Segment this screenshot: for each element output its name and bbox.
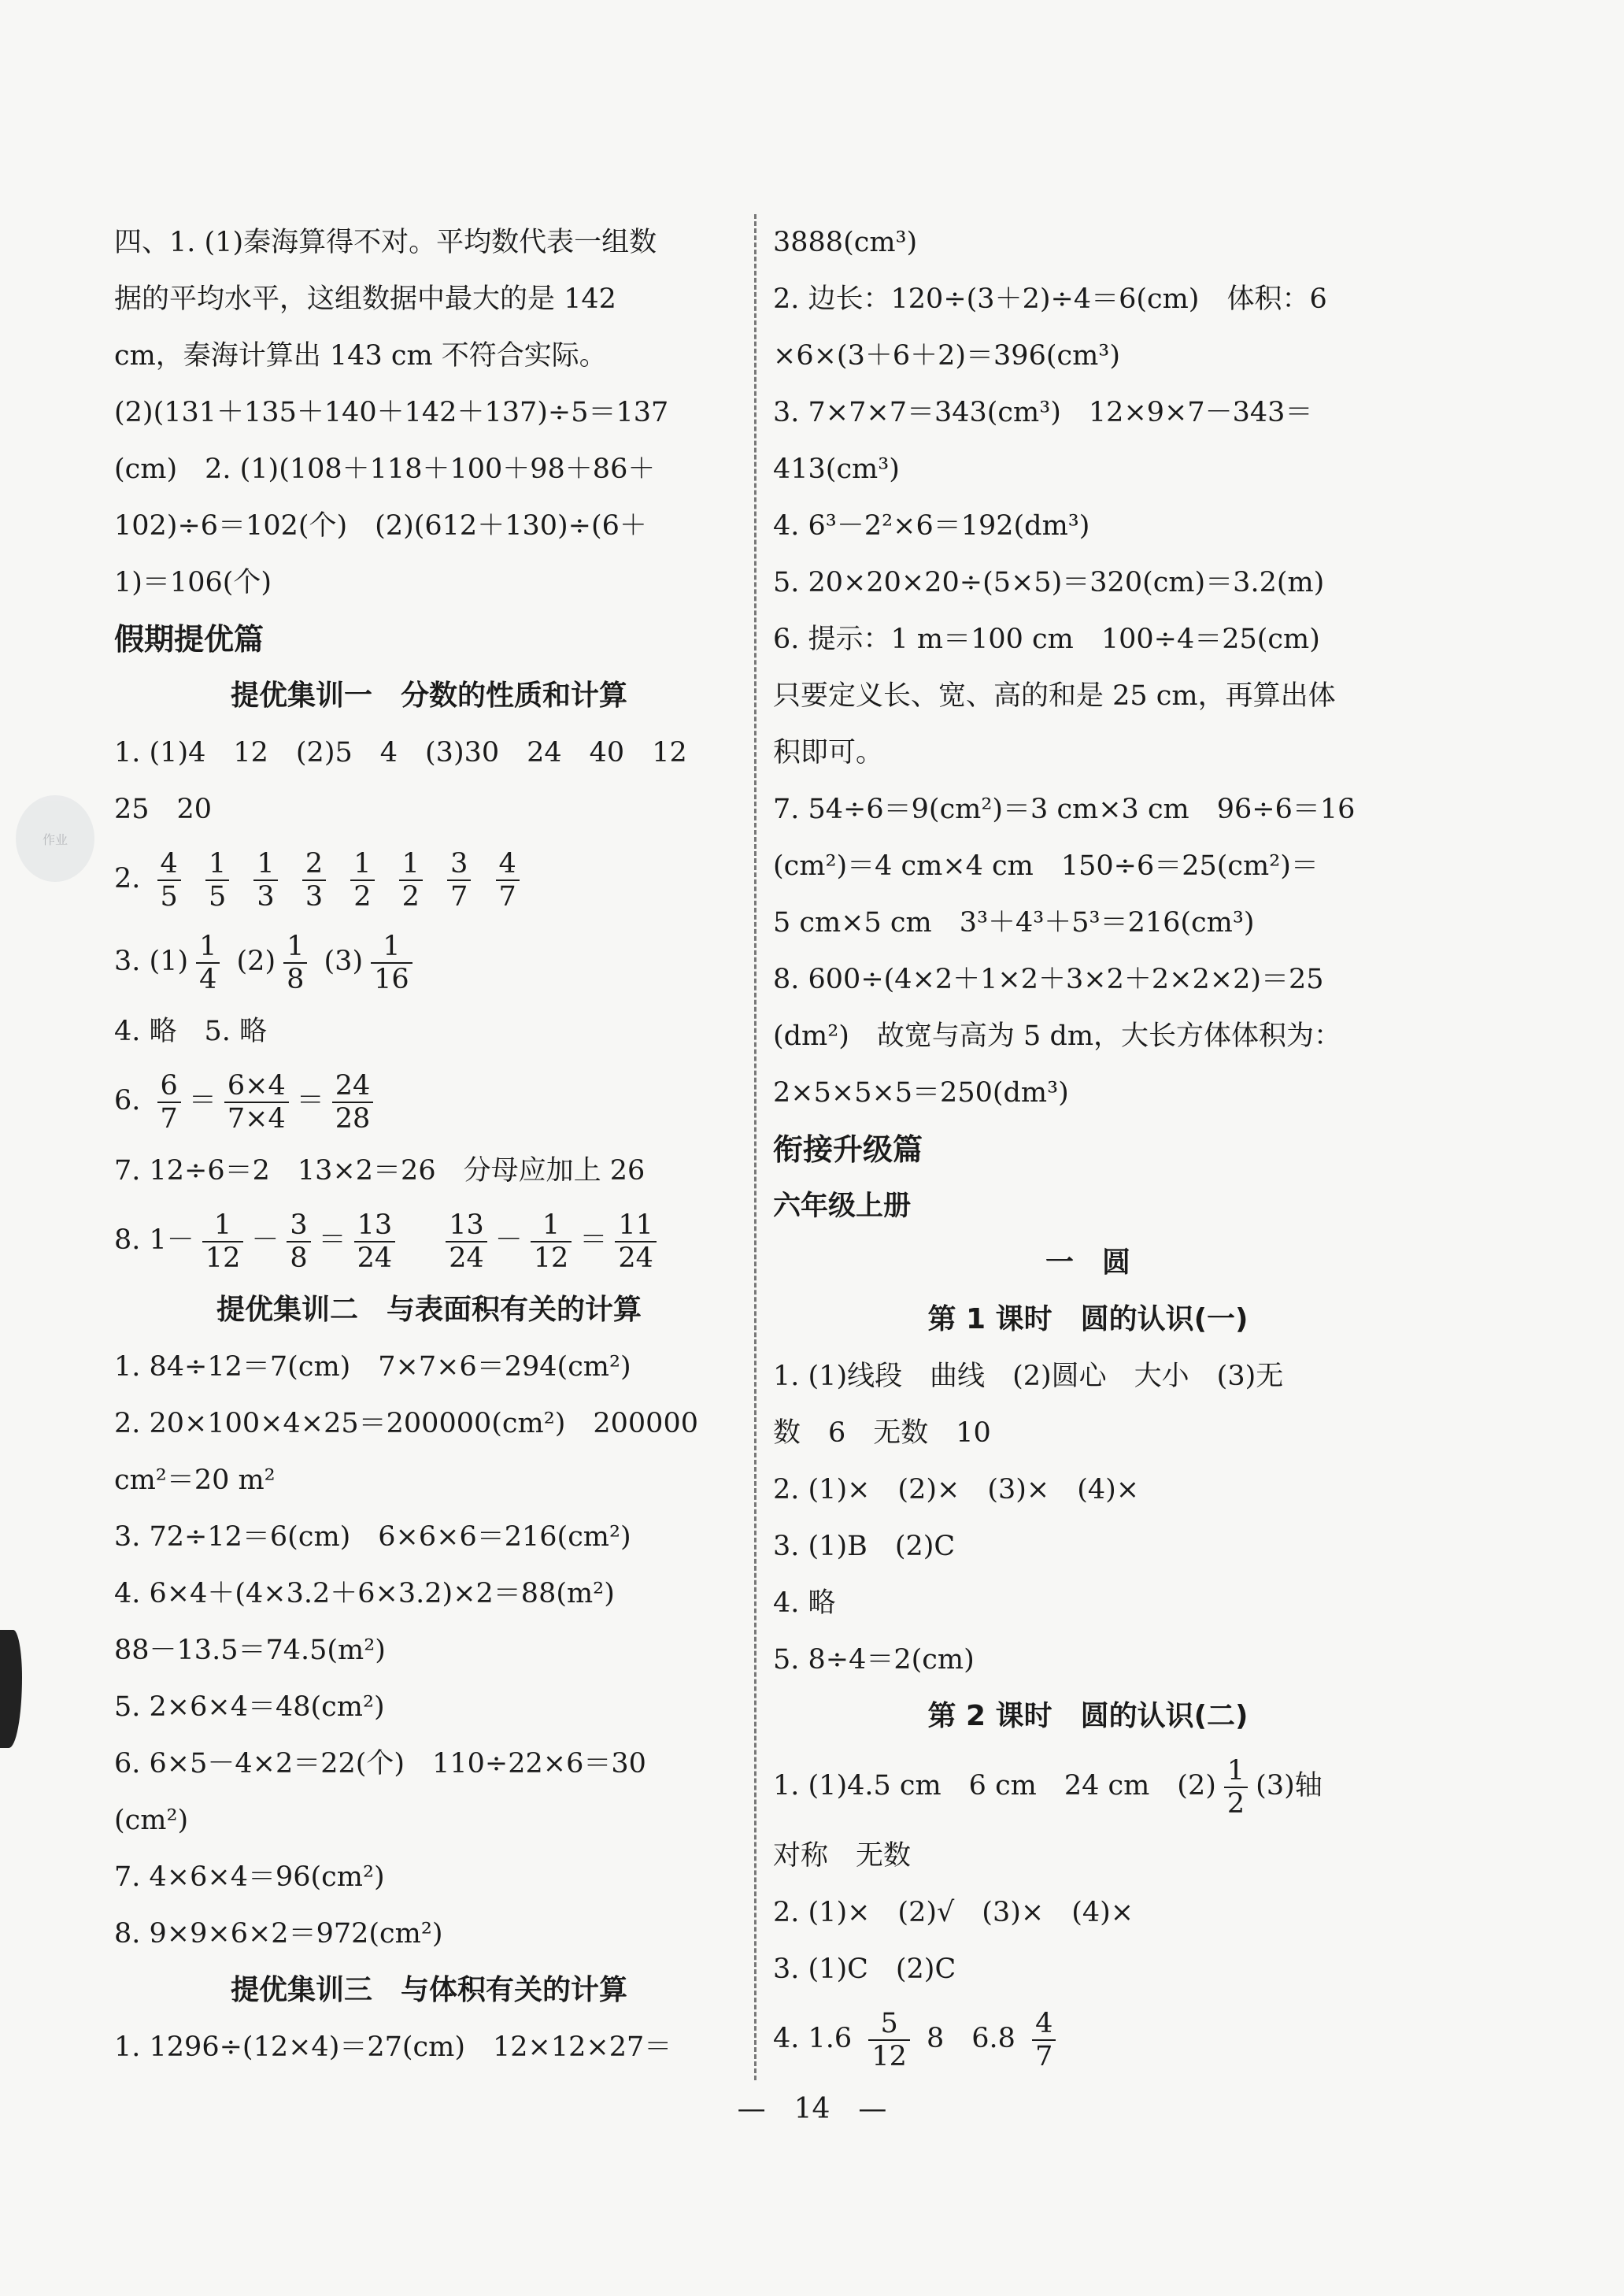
section-heading: 衔接升级篇 <box>773 1132 923 1167</box>
answer-line: 只要定义长、宽、高的和是 25 cm，再算出体 <box>773 680 1336 712</box>
answer-line: 数 6 无数 10 <box>773 1417 991 1449</box>
answer-line: 1. (1)线段 曲线 (2)圆心 大小 (3)无 <box>773 1361 1284 1392</box>
answer-line: 8. 9×9×6×2＝972(cm²) <box>114 1918 443 1950</box>
item-label: 3. (1) <box>114 946 189 977</box>
fraction: $\frac{1}{2}$ <box>350 848 374 913</box>
answer-line: 2. 20×100×4×25＝200000(cm²) 200000 <box>114 1408 698 1439</box>
answer-line: 1. 84÷12＝7(cm) 7×7×6＝294(cm²) <box>114 1351 631 1383</box>
fraction: $\frac{1}{5}$ <box>205 848 229 913</box>
scan-smudge <box>0 1630 22 1748</box>
fraction: $\frac{4}{7}$ <box>1032 2008 1056 2072</box>
answer-line: cm，秦海计算出 143 cm 不符合实际。 <box>114 340 607 372</box>
answer-line-fractions <box>114 920 744 1003</box>
answer-line: 5 cm×5 cm 3³＋4³＋5³＝216(cm³) <box>773 907 1255 939</box>
answer-line-fractions <box>773 1998 1403 2080</box>
answer-line: 2. (1)× (2)× (3)× (4)× <box>773 1474 1140 1505</box>
answer-line: 5. 8÷4＝2(cm) <box>773 1644 975 1676</box>
grade-heading: 六年级上册 <box>773 1191 912 1222</box>
answer-line: (2)(131＋135＋140＋142＋137)÷5＝137 <box>114 397 669 428</box>
right-column <box>773 214 1403 2080</box>
left-column <box>114 214 744 2076</box>
answer-line: 1. 1296÷(12×4)＝27(cm) 12×12×27＝ <box>114 2031 672 2063</box>
answer-line: 4. 6×4＋(4×3.2＋6×3.2)×2＝88(m²) <box>114 1578 615 1609</box>
answer-line: 据的平均水平，这组数据中最大的是 142 <box>114 283 616 315</box>
answer-line: 积即可。 <box>773 737 884 768</box>
fraction: $\frac{3}{7}$ <box>447 848 471 913</box>
answer-line: 4. 略 <box>773 1587 836 1619</box>
answer-line-fractions <box>114 838 744 920</box>
fraction: $\frac{13}{24}$ <box>354 1209 396 1274</box>
answer-line: 6. 6×5－4×2＝22(个) 110÷22×6＝30 <box>114 1748 646 1779</box>
fraction: $\frac{6}{7}$ <box>157 1070 181 1135</box>
section-heading: 假期提优篇 <box>114 622 265 657</box>
fraction: $\frac{6\times 4}{7\times 4}$ <box>224 1070 289 1135</box>
answer-line: 1. (1)4 12 (2)5 4 (3)30 24 40 12 <box>114 737 687 768</box>
answer-line: 1)＝106(个) <box>114 567 272 598</box>
fraction: $\frac{1}{2}$ <box>399 848 423 913</box>
item-label: 4. 1.6 <box>773 2023 853 2054</box>
answer-line: 88－13.5＝74.5(m²) <box>114 1635 386 1666</box>
answer-text: (3)轴 <box>1256 1770 1323 1802</box>
answer-line: 3. (1)C (2)C <box>773 1953 956 1985</box>
fraction: $\frac{4}{5}$ <box>157 848 181 913</box>
page-number: — 14 — <box>737 2093 887 2125</box>
answer-line: 6. 提示：1 m＝100 cm 100÷4＝25(cm) <box>773 624 1320 655</box>
unit-title: 一 圆 <box>1045 1246 1130 1279</box>
fraction: $\frac{4}{7}$ <box>496 848 520 913</box>
answer-line: (cm²)＝4 cm×4 cm 150÷6＝25(cm²)＝ <box>773 850 1319 882</box>
fraction: $\frac{1}{2}$ <box>1224 1755 1248 1820</box>
fraction: $\frac{1}{8}$ <box>283 931 307 995</box>
part-label: (2) <box>236 946 276 977</box>
watermark-stamp <box>16 795 94 882</box>
training-title: 提优集训二 与表面积有关的计算 <box>216 1294 642 1326</box>
stamp-text: 作业 <box>42 831 68 847</box>
answer-line: 2×5×5×5＝250(dm³) <box>773 1077 1069 1109</box>
answer-line: (dm²) 故宽与高为 5 dm，大长方体体积为： <box>773 1020 1342 1052</box>
answer-line: 3. (1)B (2)C <box>773 1531 956 1562</box>
answer-line: 5. 2×6×4＝48(cm²) <box>114 1691 385 1723</box>
fraction: $\frac{1}{3}$ <box>253 848 277 913</box>
fraction: $\frac{5}{12}$ <box>868 2008 910 2072</box>
answer-line: 对称 无数 <box>773 1840 912 1872</box>
fraction: $\frac{2}{3}$ <box>302 848 326 913</box>
training-title: 提优集训一 分数的性质和计算 <box>230 680 627 712</box>
answer-line: ×6×(3＋6＋2)＝396(cm³) <box>773 340 1120 372</box>
answer-line: 7. 54÷6＝9(cm²)＝3 cm×3 cm 96÷6＝16 <box>773 794 1356 825</box>
answer-line: 3. 72÷12＝6(cm) 6×6×6＝216(cm²) <box>114 1521 631 1553</box>
answer-text: 1. (1)4.5 cm 6 cm 24 cm (2) <box>773 1770 1216 1802</box>
answer-text: 8 6.8 <box>927 2023 1015 2054</box>
fraction: $\frac{13}{24}$ <box>446 1209 487 1274</box>
answer-line: (cm²) <box>114 1805 189 1836</box>
answer-line-fractions: 6. $\frac{6}{7}$ ＝ $\frac{6\times 4}{7\times 4}$ ＝ $\frac{24}{28}$ <box>114 1060 744 1142</box>
training-title: 提优集训三 与体积有关的计算 <box>230 1974 627 2006</box>
answer-line: 3. 7×7×7＝343(cm³) 12×9×7－343＝ <box>773 397 1313 428</box>
answer-line: 413(cm³) <box>773 454 900 485</box>
answer-line: 7. 12÷6＝2 13×2＝26 分母应加上 26 <box>114 1155 646 1187</box>
answer-line: 3888(cm³) <box>773 227 918 258</box>
fraction: $\frac{24}{28}$ <box>332 1070 374 1135</box>
answer-line: 2. 边长：120÷(3＋2)÷4＝6(cm) 体积：6 <box>773 283 1327 315</box>
item-label: 2. <box>114 863 141 894</box>
answer-line: 8. 600÷(4×2＋1×2＋3×2＋2×2×2)＝25 <box>773 964 1324 995</box>
item-label: 6. <box>114 1085 141 1117</box>
fraction: $\frac{1}{12}$ <box>202 1209 244 1274</box>
fraction: $\frac{11}{24}$ <box>615 1209 657 1274</box>
item-label: 8. 1－ <box>114 1224 194 1256</box>
answer-line: 4. 6³－2²×6＝192(dm³) <box>773 510 1090 542</box>
answer-line-fractions: 8. 1－ $\frac{1}{12}$ － $\frac{3}{8}$ ＝ $\frac{13}{24}$ $\frac{13}{24}$ － $\frac{1}{12}$ ＝ $\frac{11}{24}$ <box>114 1199 744 1282</box>
fraction: $\frac{3}{8}$ <box>287 1209 310 1274</box>
answer-line: 25 20 <box>114 794 213 825</box>
answer-line: 5. 20×20×20÷(5×5)＝320(cm)＝3.2(m) <box>773 567 1325 598</box>
answer-line-fractions <box>773 1745 1403 1828</box>
answer-line: 四、1. (1)秦海算得不对。平均数代表一组数 <box>114 227 657 258</box>
answer-line: cm²＝20 m² <box>114 1465 276 1496</box>
answer-line: 102)÷6＝102(个) (2)(612＋130)÷(6＋ <box>114 510 647 542</box>
lesson-title: 第 1 课时 圆的认识(一) <box>927 1303 1249 1335</box>
answer-line: 4. 略 5. 略 <box>114 1016 268 1047</box>
part-label: (3) <box>324 946 364 977</box>
answer-line: 7. 4×6×4＝96(cm²) <box>114 1861 385 1893</box>
lesson-title: 第 2 课时 圆的认识(二) <box>927 1700 1249 1732</box>
answer-line: (cm) 2. (1)(108＋118＋100＋98＋86＋ <box>114 454 656 485</box>
column-divider <box>754 214 757 2080</box>
fraction: $\frac{1}{12}$ <box>531 1209 572 1274</box>
fraction: $\frac{1}{4}$ <box>196 931 220 995</box>
fraction: $\frac{1}{16}$ <box>371 931 412 995</box>
answer-line: 2. (1)× (2)√ (3)× (4)× <box>773 1897 1134 1928</box>
